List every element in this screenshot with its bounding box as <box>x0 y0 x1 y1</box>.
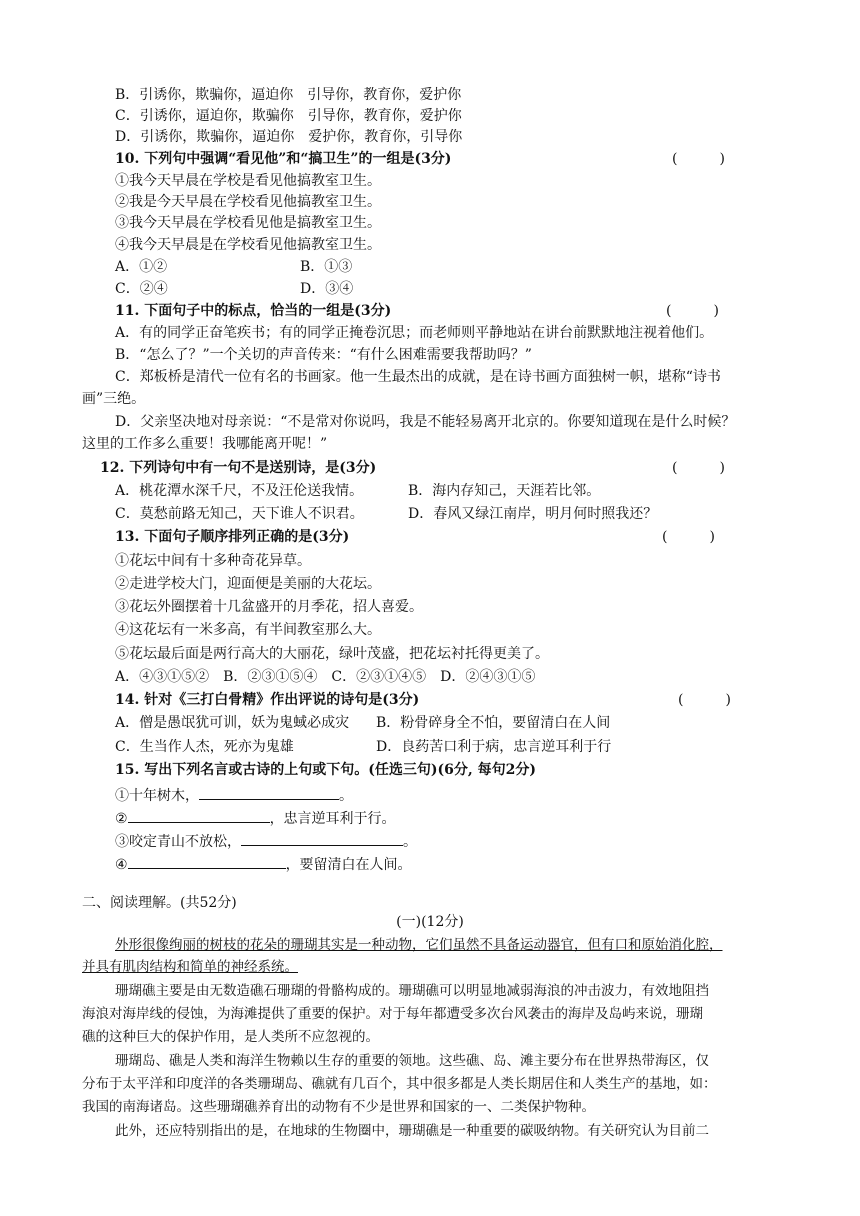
q10-option-d: D．③④ <box>300 281 354 297</box>
q10-answer-paren: ( ) <box>672 151 725 167</box>
q15-answer-blank-4[interactable] <box>128 853 286 869</box>
passage-1-para-1-line-2: 并具有肌肉结构和简单的神经系统。 <box>82 959 298 975</box>
q13-title: 13. 下面句子顺序排列正确的是(3分) <box>115 529 350 545</box>
q11-title: 11. 下面句子中的标点，恰当的一组是(3分) <box>115 303 392 319</box>
q13-item-1: ①花坛中间有十多种奇花异草。 <box>115 553 311 569</box>
section-2-title: 二、阅读理解。(共52分) <box>82 895 237 911</box>
q11-option-a: A．有的同学正奋笔疾书；有的同学正掩卷沉思；而老师则平静地站在讲台前默默地注视着他们。 <box>115 325 714 341</box>
q15-item-4-suffix: ，要留清白在人间。 <box>285 857 412 873</box>
q15-answer-blank-1[interactable] <box>199 784 339 800</box>
passage-1-para-2-line-3: 礁的这种巨大的保护作用，是人类所不应忽视的。 <box>82 1029 379 1045</box>
q12-answer-paren: ( ) <box>672 460 725 476</box>
q11-option-b: B．“怎么了？”一个关切的声音传来：“有什么困难需要我帮助吗？” <box>115 347 532 363</box>
q15-item-4-prefix: ④ <box>115 857 128 873</box>
q13-options: A．④③①⑤② B．②③①⑤④ C．②③①④⑤ D．②④③①⑤ <box>115 669 536 685</box>
q15-title: 15. 写出下列名言或古诗的上句或下句。(任选三句)(6分, 每句2分) <box>115 762 536 778</box>
q14-option-c: C．生当作人杰，死亦为鬼雄 <box>115 739 294 755</box>
q13-item-2: ②走进学校大门，迎面便是美丽的大花坛。 <box>115 576 381 592</box>
q12-option-a: A．桃花潭水深千尺，不及汪伦送我情。 <box>115 483 364 499</box>
q14-option-b: B．粉骨碎身全不怕，要留清白在人间 <box>376 715 611 731</box>
q15-item-3-prefix: ③咬定青山不放松， <box>115 834 241 850</box>
passage-1-para-2-line-2: 海浪对海岸线的侵蚀，为海滩提供了重要的保护。对于每年都遭受多次台风袭击的海岸及岛屿来说，珊瑚 <box>82 1006 703 1022</box>
passage-1-heading: (一)(12分) <box>396 914 464 930</box>
q15-item-4 <box>115 853 412 875</box>
q9-option-c: C．引诱你，逼迫你，欺骗你 引导你，教育你，爱护你 <box>115 108 462 124</box>
passage-1-para-2-line-1: 珊瑚礁主要是由无数造礁石珊瑚的骨骼构成的。珊瑚礁可以明显地减弱海浪的冲击波力，有效地阻挡 <box>115 983 709 999</box>
q15-item-2 <box>115 807 396 829</box>
q15-item-1 <box>115 784 353 806</box>
q11-option-c-line1: C．郑板桥是清代一位有名的书画家。他一生最杰出的成就，是在诗书画方面独树一帜，堪称“诗书 <box>115 369 721 385</box>
q12-option-d: D．春风又绿江南岸，明月何时照我还？ <box>408 506 658 522</box>
q15-item-3-suffix: 。 <box>403 834 417 850</box>
passage-1-para-1-line-1: 外形很像绚丽的树枝的花朵的珊瑚其实是一种动物，它们虽然不具备运动器官，但有口和原始消化腔， <box>115 937 723 953</box>
q15-answer-blank-3[interactable] <box>241 830 403 846</box>
q14-option-a: A．僧是愚氓犹可训，妖为鬼蜮必成灾 <box>115 715 350 731</box>
q10-option-a: A．①② <box>115 259 168 275</box>
q14-title: 14. 针对《三打白骨精》作出评说的诗句是(3分) <box>115 692 420 708</box>
q15-item-1-suffix: 。 <box>339 788 353 804</box>
passage-1-para-3-line-1: 珊瑚岛、礁是人类和海洋生物赖以生存的重要的领地。这些礁、岛、滩主要分布在世界热带海区，仅 <box>115 1053 709 1069</box>
q14-answer-paren: ( ) <box>678 692 731 708</box>
q12-title: 12. 下列诗句中有一句不是送别诗，是(3分) <box>100 460 377 476</box>
q15-item-2-prefix: ② <box>115 811 128 827</box>
q11-option-d-line1: D．父亲坚决地对母亲说：“不是常对你说吗，我是不能轻易离开北京的。你要知道现在是什么时候？ <box>115 414 736 430</box>
q10-title: 10. 下列句中强调“看见他”和“搞卫生”的一组是(3分) <box>115 151 452 167</box>
q10-option-c: C．②④ <box>115 281 168 297</box>
q15-answer-blank-2[interactable] <box>128 807 270 823</box>
q10-item-1: ①我今天早晨在学校是看见他搞教室卫生。 <box>115 173 381 189</box>
q10-option-b: B．①③ <box>300 259 353 275</box>
q14-option-d: D．良药苦口利于病，忠言逆耳利于行 <box>376 739 612 755</box>
q11-option-c-line2: 画”三绝。 <box>82 391 146 407</box>
q12-option-b: B．海内存知己，天涯若比邻。 <box>408 483 601 499</box>
q15-item-2-suffix: ，忠言逆耳利于行。 <box>269 811 396 827</box>
q15-item-3 <box>115 830 417 852</box>
q9-option-d: D．引诱你，欺骗你，逼迫你 爱护你，教育你，引导你 <box>115 129 463 145</box>
q10-item-4: ④我今天早晨是在学校看见他搞教室卫生。 <box>115 237 381 253</box>
passage-1-para-3-line-3: 我国的南海诸岛。这些珊瑚礁养育出的动物有不少是世界和国家的一、二类保护物种。 <box>82 1099 595 1115</box>
q11-option-d-line2: 这里的工作多么重要！我哪能离开呢！” <box>82 436 328 452</box>
q10-item-2: ②我是今天早晨在学校看见他搞教室卫生。 <box>115 194 381 210</box>
q13-item-4: ④这花坛有一米多高，有半间教室那么大。 <box>115 622 381 638</box>
q10-item-3: ③我今天早晨在学校看见他是搞教室卫生。 <box>115 215 381 231</box>
q12-option-c: C．莫愁前路无知己，天下谁人不识君。 <box>115 506 364 522</box>
q13-answer-paren: ( ) <box>662 529 715 545</box>
passage-1-para-4-line-1: 此外，还应特别指出的是，在地球的生物圈中，珊瑚礁是一种重要的碳吸纳物。有关研究认为目前二 <box>115 1123 709 1139</box>
q9-option-b: B．引诱你，欺骗你，逼迫你 引导你，教育你，爱护你 <box>115 87 462 103</box>
q13-item-5: ⑤花坛最后面是两行高大的大丽花，绿叶茂盛，把花坛衬托得更美了。 <box>115 646 549 662</box>
q15-item-1-prefix: ①十年树木， <box>115 788 199 804</box>
q13-item-3: ③花坛外圈摆着十几盆盛开的月季花，招人喜爱。 <box>115 599 423 615</box>
passage-1-para-3-line-2: 分布于太平洋和印度洋的各类珊瑚岛、礁就有几百个，其中很多都是人类长期居住和人类生产的基地，如： <box>82 1076 717 1092</box>
q11-answer-paren: ( ) <box>666 303 719 319</box>
